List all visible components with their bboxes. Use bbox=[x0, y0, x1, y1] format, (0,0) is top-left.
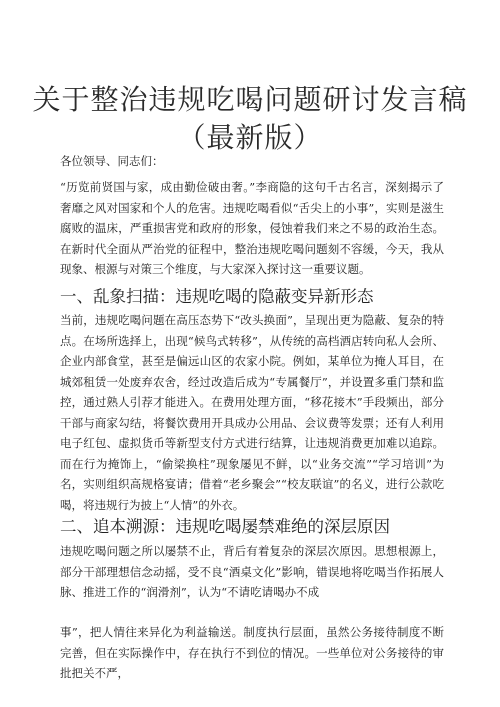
section-1-paragraph: 当前，违规吃喝问题在高压态势下“改头换面”，呈现出更为隐蔽、复杂的特点。在场所选择上，出现“候鸟式转移”，从传统的高档酒店转向私人会所、企业内部食堂，甚至是偏远山区的农家小院。例如，某单位为掩人耳目，在城郊租赁一处废弃农舍，经过改造后成为“专属餐厅”，并设置多重门禁和监控，通过熟人引荐才能进入。在费用处理方面，“移花接木”手段频出，部分干部与商家勾结，将餐饮费用开具成办公用品、会议费等发票；还有人利用电子红包、虚拟货币等新型支付方式进行结算，让违规消费更加难以追踪。而在行为掩饰上，“偷梁换柱”现象屡见不鲜，以“业务交流”“学习培训”为名，实则组织高规格宴请；借着“老乡聚会”“校友联谊”的名义，进行公款吃喝，将违规行为披上“人情”的外衣。 bbox=[60, 313, 444, 512]
section-2-paragraph-a: 违规吃喝问题之所以屡禁不止，背后有着复杂的深层次原因。思想根源上，部分干部理想信念动摇，受不良“酒桌文化”影响，错误地将吃喝当作拓展人脉、推进工作的“润滑剂”，认为“不请吃请喝办不成 bbox=[60, 544, 444, 599]
document-subtitle: （最新版） bbox=[177, 121, 323, 154]
section-2-paragraph-b: 事”，把人情往来异化为利益输送。制度执行层面，虽然公务接待制度不断完善，但在实际操作中，存在执行不到位的情况。一些单位对公务接待的审批把关不严， bbox=[60, 625, 444, 680]
salutation: 各位领导、同志们： bbox=[60, 154, 164, 168]
section-2-heading: 二、追本溯源：违规吃喝屡禁难绝的深层原因 bbox=[60, 517, 390, 536]
document-title: 关于整治违规吃喝问题研讨发言稿 bbox=[32, 83, 468, 116]
section-1-heading: 一、乱象扫描：违规吃喝的隐蔽变异新形态 bbox=[60, 287, 374, 306]
intro-paragraph: “历览前贤国与家，成由勤俭破由奢。”李商隐的这句千古名言，深刻揭示了奢靡之风对国家和个人的危害。违规吃喝看似“舌尖上的小事”，实则是滋生腐败的温床，严重损害党和政府的形象，侵蚀着我们来之不易的政治生态。在新时代全面从严治党的征程中，整治违规吃喝问题刻不容缓，今天，我从现象、根源与对策三个维度，与大家深入探讨这一重要议题。 bbox=[60, 180, 444, 276]
